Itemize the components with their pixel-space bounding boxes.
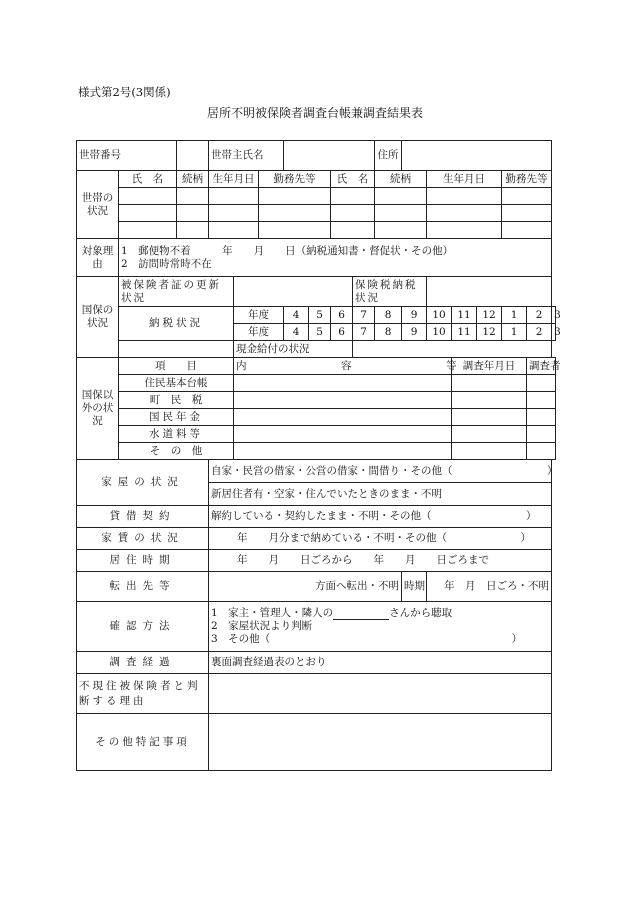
other-status-item-row — [77, 409, 556, 426]
rent-status-value: 年 月分まで納めている・不明・その他（ ） — [209, 528, 552, 550]
month-5: 5 — [309, 324, 331, 341]
date-cell[interactable] — [452, 443, 527, 460]
target-reason-line-2: 2 訪問時常時不在 — [121, 257, 212, 270]
confirmation-line-3: 3 その他（ ） — [211, 633, 523, 645]
month-10: 10 — [427, 307, 452, 324]
household-number-label: 世帯番号 — [77, 141, 177, 171]
member-cell[interactable] — [427, 205, 502, 222]
surveyor-cell[interactable] — [527, 443, 556, 460]
tax-year-row-1 — [77, 307, 556, 324]
member-cell[interactable] — [259, 222, 331, 239]
special-notes-field[interactable] — [209, 714, 552, 771]
confirmation-line-1 — [211, 607, 549, 620]
other-status-header-row — [77, 358, 556, 375]
lease-contract-value: 解約している・契約したまま・不明・その他（ ） — [209, 506, 552, 528]
col-relation-2: 続柄 — [375, 171, 427, 188]
month-2: 2 — [527, 307, 552, 324]
month-10: 10 — [427, 324, 452, 341]
member-cell[interactable] — [427, 222, 502, 239]
month-9: 9 — [402, 324, 427, 341]
target-reason-line-1: 1 郵便物不着 年 月 日（納税通知書・督促状・その他） — [121, 244, 454, 257]
other-status-item-row — [77, 375, 556, 392]
month-6: 6 — [331, 324, 353, 341]
survey-progress-value: 裏面調査経過表のとおり — [209, 652, 552, 674]
household-head-field[interactable] — [284, 141, 375, 171]
member-cell[interactable] — [331, 222, 375, 239]
month-3: 3 — [552, 324, 556, 341]
tax-payment-label: 保険税納税状況 — [353, 277, 427, 307]
content-cell[interactable] — [234, 443, 452, 460]
item-national-pension: 国民年金 — [119, 409, 234, 426]
member-cell[interactable] — [119, 205, 177, 222]
household-header-row — [77, 141, 556, 171]
special-notes-label: その他特記事項 — [77, 714, 209, 771]
survey-table — [76, 140, 561, 771]
confirmation-method-content — [209, 602, 552, 652]
fiscal-year-label: 年度 — [234, 307, 284, 324]
residence-period-row — [77, 550, 556, 572]
member-cell[interactable] — [502, 222, 552, 239]
survey-progress-label: 調査経過 — [77, 652, 209, 674]
col-birthdate-2: 生年月日 — [427, 171, 502, 188]
non-resident-reason-field[interactable] — [209, 674, 552, 714]
member-cell[interactable] — [375, 222, 427, 239]
month-11: 11 — [452, 307, 477, 324]
house-status-line-1: 自家・民営の借家・公営の借家・間借り・その他（ ） — [209, 460, 552, 483]
nhi-renewal-row — [77, 277, 556, 307]
address-label: 住所 — [375, 141, 402, 171]
move-out-value: 方面へ転出・不明 — [209, 572, 402, 602]
non-resident-row — [77, 674, 556, 714]
item-header: 項 目 — [119, 358, 234, 375]
month-7: 7 — [353, 324, 375, 341]
cash-benefit-spacer — [119, 341, 177, 358]
col-workplace-2: 勤務先等 — [502, 171, 552, 188]
household-columns-row — [77, 171, 556, 188]
date-cell[interactable] — [452, 375, 527, 392]
cash-benefit-label: 現金給付の状況 — [234, 341, 353, 358]
document-title: 居所不明被保険者調査台帳兼調査結果表 — [206, 106, 423, 120]
target-reason-content — [119, 239, 552, 277]
month-8: 8 — [375, 307, 402, 324]
lease-contract-label: 貸借契約 — [77, 506, 209, 528]
month-4: 4 — [284, 307, 309, 324]
confirmation-row — [77, 602, 556, 652]
survey-date-header: 調査年月日 — [452, 358, 527, 375]
month-8: 8 — [375, 324, 402, 341]
household-number-field[interactable] — [177, 141, 209, 171]
member-cell[interactable] — [209, 188, 259, 205]
date-cell[interactable] — [452, 426, 527, 443]
month-1: 1 — [502, 324, 527, 341]
tax-payment-field[interactable] — [427, 277, 552, 307]
member-cell[interactable] — [209, 222, 259, 239]
content-header: 内 容 等 — [234, 358, 452, 375]
house-status-row-1 — [77, 460, 556, 483]
member-cell[interactable] — [502, 205, 552, 222]
month-12: 12 — [477, 307, 502, 324]
member-cell[interactable] — [177, 188, 209, 205]
month-12: 12 — [477, 324, 502, 341]
month-6: 6 — [331, 307, 353, 324]
item-town-tax: 町 民 税 — [119, 392, 234, 409]
member-cell[interactable] — [259, 205, 331, 222]
move-out-label: 転出先等 — [77, 572, 209, 602]
timing-value: 年 月 日ごろ・不明 — [427, 572, 552, 602]
confirmation-method-label: 確認方法 — [77, 602, 209, 652]
member-cell[interactable] — [375, 188, 427, 205]
col-relation-1: 続柄 — [177, 171, 209, 188]
month-2: 2 — [527, 324, 552, 341]
item-water-fees: 水道料等 — [119, 426, 234, 443]
cash-benefit-row — [77, 341, 556, 358]
member-cell[interactable] — [177, 205, 209, 222]
landlord-name-blank[interactable] — [333, 608, 389, 620]
confirmation-line-2: 2 家屋状況より判断 — [211, 620, 313, 632]
item-resident-register: 住民基本台帳 — [119, 375, 234, 392]
month-5: 5 — [309, 307, 331, 324]
month-9: 9 — [402, 307, 427, 324]
other-status-item-row — [77, 443, 556, 460]
month-7: 7 — [353, 307, 375, 324]
other-status-label: 国保以外の状況 — [77, 358, 119, 460]
surveyor-cell[interactable] — [527, 392, 556, 409]
member-cell[interactable] — [502, 188, 552, 205]
content-cell[interactable] — [234, 392, 452, 409]
surveyor-header: 調査者 — [527, 358, 556, 375]
form-number-label: 様式第2号(3関係) — [78, 85, 171, 99]
member-cell[interactable] — [375, 205, 427, 222]
survey-form — [76, 140, 561, 772]
cash-benefit-spacer — [177, 341, 234, 358]
house-status-line-2: 新居住者有・空家・住んでいたときのまま・不明 — [209, 483, 552, 506]
date-cell[interactable] — [452, 392, 527, 409]
non-resident-reason-label: 不現住被保険者と判断する理由 — [77, 674, 209, 714]
content-cell[interactable] — [234, 426, 452, 443]
member-cell[interactable] — [331, 205, 375, 222]
col-name-1: 氏 名 — [119, 171, 177, 188]
member-cell[interactable] — [427, 188, 502, 205]
other-status-item-row — [77, 426, 556, 443]
surveyor-cell[interactable] — [527, 375, 556, 392]
residence-period-value: 年 月 日ごろから 年 月 日ごろまで — [209, 550, 552, 572]
item-other: そ の 他 — [119, 443, 234, 460]
card-renewal-label: 被保険者証の更新状況 — [119, 277, 234, 307]
rent-status-label: 家賃の状況 — [77, 528, 209, 550]
tax-payment-status-label: 納税状況 — [119, 307, 234, 341]
card-renewal-field[interactable] — [234, 277, 353, 307]
household-member-row — [77, 188, 556, 205]
target-reason-row — [77, 239, 556, 277]
member-cell[interactable] — [177, 222, 209, 239]
content-cell[interactable] — [234, 409, 452, 426]
survey-progress-row — [77, 652, 556, 674]
member-cell[interactable] — [209, 205, 259, 222]
fiscal-year-label: 年度 — [234, 324, 284, 341]
surveyor-cell[interactable] — [527, 409, 556, 426]
confirmation-line-1a: 1 家主・管理人・隣人の — [211, 607, 334, 619]
confirmation-line-1b: さんから聴取 — [389, 607, 453, 619]
col-name-2: 氏 名 — [331, 171, 375, 188]
surveyor-cell[interactable] — [527, 426, 556, 443]
household-member-row — [77, 222, 556, 239]
other-status-item-row — [77, 392, 556, 409]
target-reason-label: 対象理由 — [77, 239, 119, 277]
special-notes-row — [77, 714, 556, 771]
month-4: 4 — [284, 324, 309, 341]
col-birthdate-1: 生年月日 — [209, 171, 259, 188]
cash-benefit-field[interactable] — [353, 341, 552, 358]
nhi-status-label: 国保の状況 — [77, 277, 119, 358]
content-cell[interactable] — [234, 375, 452, 392]
lease-row — [77, 506, 556, 528]
household-status-label: 世帯の状況 — [77, 171, 119, 239]
month-1: 1 — [502, 307, 527, 324]
timing-label: 時期 — [402, 572, 427, 602]
month-11: 11 — [452, 324, 477, 341]
date-cell[interactable] — [452, 409, 527, 426]
month-3: 3 — [552, 307, 556, 324]
member-cell[interactable] — [259, 188, 331, 205]
house-status-label: 家屋の状況 — [77, 460, 209, 506]
address-field[interactable] — [402, 141, 552, 171]
member-cell[interactable] — [331, 188, 375, 205]
residence-period-label: 居住時期 — [77, 550, 209, 572]
move-out-row — [77, 572, 556, 602]
household-head-label: 世帯主氏名 — [209, 141, 284, 171]
household-member-row — [77, 205, 556, 222]
col-workplace-1: 勤務先等 — [259, 171, 331, 188]
rent-row — [77, 528, 556, 550]
member-cell[interactable] — [119, 222, 177, 239]
member-cell[interactable] — [119, 188, 177, 205]
